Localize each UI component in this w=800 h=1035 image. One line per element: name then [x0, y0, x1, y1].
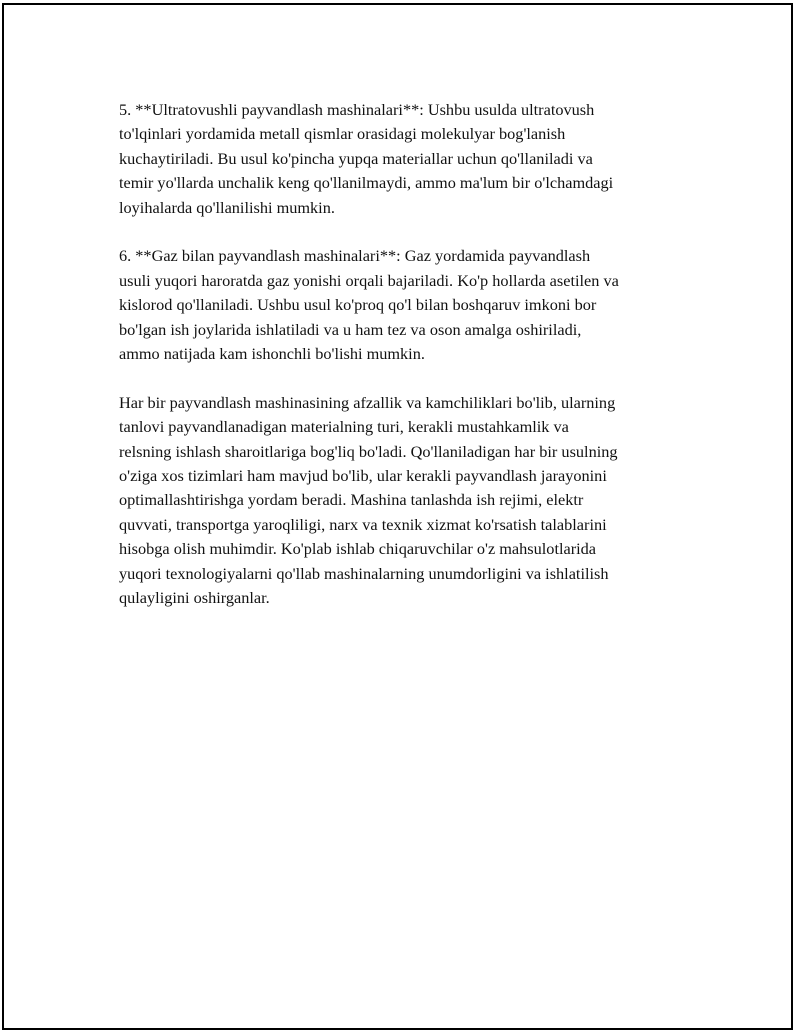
- text-line: optimallashtirishga yordam beradi. Mashina tanlashda ish rejimi, elektr: [119, 490, 584, 510]
- text-line: 6. **Gaz bilan payvandlash mashinalari**: Gaz yordamida payvandlash: [119, 246, 591, 266]
- paragraph-summary: [119, 391, 699, 611]
- text-line: yuqori texnologiyalarni qo'llab mashinalarning unumdorligini va ishlatilish: [119, 563, 609, 583]
- text-line: qulayligini oshirganlar.: [119, 588, 270, 608]
- text-line: tanlovi payvandlanadigan materialning turi, kerakli mustahkamlik va: [119, 417, 569, 437]
- text-line: usuli yuqori haroratda gaz yonishi orqali bajariladi. Ko'p hollarda asetilen va: [119, 270, 619, 290]
- page-border: [2, 3, 793, 1030]
- text-line: kislorod qo'llaniladi. Ushbu usul ko'proq qo'l bilan boshqaruv imkoni bor: [119, 295, 597, 315]
- paragraph-ultrasonic-welding: [119, 98, 699, 220]
- text-line: 5. **Ultratovushli payvandlash mashinalari**: Ushbu usulda ultratovush: [119, 100, 595, 119]
- text-line: hisobga olish muhimdir. Ko'plab ishlab chiqaruvchilar o'z mahsulotlarida: [119, 539, 597, 559]
- text-line: temir yo'llarda unchalik keng qo'llanilmaydi, ammo ma'lum bir o'lchamdagi: [119, 173, 614, 193]
- text-line: to'lqinlari yordamida metall qismlar orasidagi molekulyar bog'lanish: [119, 124, 566, 144]
- text-line: relsning ishlash sharoitlariga bog'liq bo'ladi. Qo'llaniladigan har bir usulning: [119, 441, 618, 461]
- paragraph-gas-welding: [119, 244, 699, 366]
- text-line: o'ziga xos tizimlari ham mavjud bo'lib, ular kerakli payvandlash jarayonini: [119, 466, 607, 486]
- text-line: bo'lgan ish joylarida ishlatiladi va u ham tez va oson amalga oshiriladi,: [119, 319, 582, 339]
- text-line: ammo natijada kam ishonchli bo'lishi mumkin.: [119, 344, 425, 364]
- document-body: [119, 98, 699, 635]
- text-line: quvvati, transportga yaroqliligi, narx va texnik xizmat ko'rsatish talablarini: [119, 514, 607, 534]
- text-line: Har bir payvandlash mashinasining afzallik va kamchiliklari bo'lib, ularning: [119, 392, 616, 412]
- text-line: loyihalarda qo'llanilishi mumkin.: [119, 197, 335, 217]
- text-line: kuchaytiriladi. Bu usul ko'pincha yupqa materiallar uchun qo'llaniladi va: [119, 148, 593, 168]
